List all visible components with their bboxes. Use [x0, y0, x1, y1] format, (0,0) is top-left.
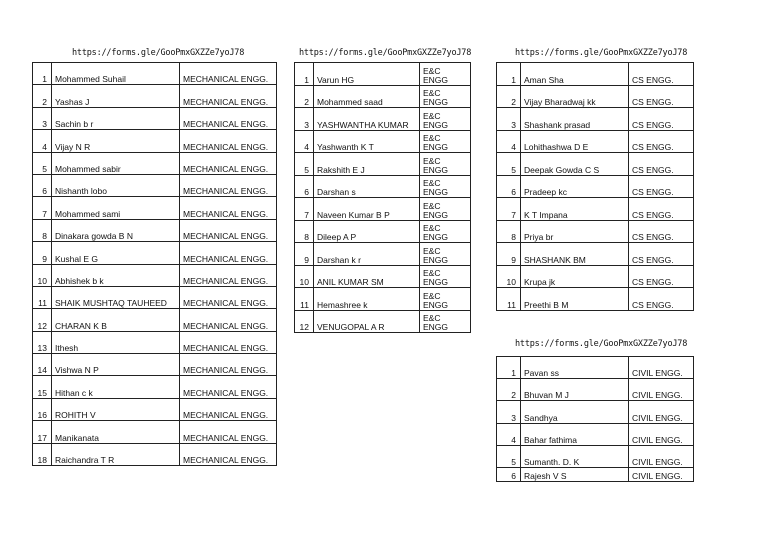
student-name: Raichandra T R	[52, 443, 180, 465]
student-name: SHAIK MUSHTAQ TAUHEED	[52, 286, 180, 308]
department: CIVIL ENGG.	[629, 357, 694, 379]
table-row	[33, 376, 277, 398]
department: MECHANICAL ENGG.	[180, 242, 277, 264]
student-name: Pavan ss	[521, 357, 629, 379]
student-name: Mohammed sami	[52, 197, 180, 219]
student-name: YASHWANTHA KUMAR	[314, 108, 420, 131]
student-name: Yashwanth K T	[314, 130, 420, 153]
row-number: 1	[295, 63, 314, 86]
row-number: 2	[497, 379, 521, 401]
row-number: 7	[33, 197, 52, 219]
student-name: ANIL KUMAR SM	[314, 265, 420, 288]
row-number: 8	[295, 220, 314, 243]
table-row	[295, 198, 471, 221]
table-row	[295, 130, 471, 153]
row-number: 10	[295, 265, 314, 288]
table-row	[295, 85, 471, 108]
cs-students-table	[496, 62, 694, 311]
department: CS ENGG.	[629, 220, 694, 243]
row-number: 8	[33, 219, 52, 241]
department: MECHANICAL ENGG.	[180, 443, 277, 465]
row-number: 4	[497, 423, 521, 445]
table-row	[33, 354, 277, 376]
student-name: Yashas J	[52, 85, 180, 107]
table-row	[295, 310, 471, 333]
department: CS ENGG.	[629, 175, 694, 198]
department: MECHANICAL ENGG.	[180, 286, 277, 308]
department: MECHANICAL ENGG.	[180, 130, 277, 152]
table-row	[295, 265, 471, 288]
department: MECHANICAL ENGG.	[180, 264, 277, 286]
department: CIVIL ENGG.	[629, 445, 694, 467]
department: CS ENGG.	[629, 265, 694, 288]
row-number: 5	[295, 153, 314, 176]
student-name: Krupa jk	[521, 265, 629, 288]
student-name: Nishanth lobo	[52, 174, 180, 196]
student-name: Kushal E G	[52, 242, 180, 264]
student-name: Aman Sha	[521, 63, 629, 86]
student-name: Mohammed Suhail	[52, 63, 180, 85]
department: MECHANICAL ENGG.	[180, 152, 277, 174]
row-number: 2	[33, 85, 52, 107]
department: E&C ENGG	[420, 85, 471, 108]
row-number: 6	[295, 175, 314, 198]
row-number: 2	[295, 85, 314, 108]
row-number: 11	[497, 288, 521, 311]
table-row	[33, 443, 277, 465]
department: CIVIL ENGG.	[629, 467, 694, 481]
table-row	[497, 401, 694, 423]
department: E&C ENGG	[420, 310, 471, 333]
department: CS ENGG.	[629, 153, 694, 176]
student-name: Rajesh V S	[521, 467, 629, 481]
table-row	[497, 265, 694, 288]
department: CS ENGG.	[629, 85, 694, 108]
student-name: Manikanata	[52, 421, 180, 443]
table-row	[33, 264, 277, 286]
student-name: Vishwa N P	[52, 354, 180, 376]
table-row	[33, 309, 277, 331]
student-name: Abhishek b k	[52, 264, 180, 286]
department: E&C ENGG	[420, 220, 471, 243]
row-number: 12	[33, 309, 52, 331]
department: CS ENGG.	[629, 288, 694, 311]
department: E&C ENGG	[420, 108, 471, 131]
table-row	[33, 107, 277, 129]
form-url-label-civil: https://forms.gle/GooPmxGXZZe7yoJ78	[515, 339, 688, 349]
student-name: CHARAN K B	[52, 309, 180, 331]
row-number: 18	[33, 443, 52, 465]
department: CIVIL ENGG.	[629, 401, 694, 423]
table-row	[295, 220, 471, 243]
student-name: ROHITH V	[52, 398, 180, 420]
row-number: 2	[497, 85, 521, 108]
table-row	[295, 175, 471, 198]
department: MECHANICAL ENGG.	[180, 398, 277, 420]
row-number: 9	[295, 243, 314, 266]
table-row	[33, 242, 277, 264]
student-name: Naveen Kumar B P	[314, 198, 420, 221]
student-name: Lohithashwa D E	[521, 130, 629, 153]
table-row	[497, 85, 694, 108]
ec-students-table	[294, 62, 471, 333]
department: MECHANICAL ENGG.	[180, 219, 277, 241]
row-number: 1	[497, 63, 521, 86]
row-number: 10	[497, 265, 521, 288]
table-row	[497, 175, 694, 198]
department: E&C ENGG	[420, 153, 471, 176]
row-number: 5	[497, 153, 521, 176]
table-row	[497, 467, 694, 481]
department: MECHANICAL ENGG.	[180, 331, 277, 353]
row-number: 1	[497, 357, 521, 379]
row-number: 3	[33, 107, 52, 129]
table-row	[497, 379, 694, 401]
student-name: Vijay Bharadwaj kk	[521, 85, 629, 108]
student-name: Deepak Gowda C S	[521, 153, 629, 176]
row-number: 6	[497, 467, 521, 481]
student-name: Preethi B M	[521, 288, 629, 311]
row-number: 9	[497, 243, 521, 266]
civil-students-table	[496, 356, 694, 482]
table-row	[497, 357, 694, 379]
table-row	[497, 220, 694, 243]
form-url-label-cs: https://forms.gle/GooPmxGXZZe7yoJ78	[515, 48, 688, 58]
table-row	[497, 288, 694, 311]
table-row	[33, 85, 277, 107]
student-name: Rakshith E J	[314, 153, 420, 176]
student-name: Bahar fathima	[521, 423, 629, 445]
department: MECHANICAL ENGG.	[180, 174, 277, 196]
table-row	[33, 174, 277, 196]
department: E&C ENGG	[420, 63, 471, 86]
student-name: SHASHANK BM	[521, 243, 629, 266]
table-row	[295, 288, 471, 311]
table-row	[33, 331, 277, 353]
row-number: 8	[497, 220, 521, 243]
department: E&C ENGG	[420, 198, 471, 221]
department: MECHANICAL ENGG.	[180, 107, 277, 129]
row-number: 16	[33, 398, 52, 420]
row-number: 3	[295, 108, 314, 131]
department: MECHANICAL ENGG.	[180, 63, 277, 85]
student-name: Hithan c k	[52, 376, 180, 398]
form-url-label-ec: https://forms.gle/GooPmxGXZZe7yoJ78	[299, 48, 472, 58]
row-number: 15	[33, 376, 52, 398]
student-name: Darshan s	[314, 175, 420, 198]
department: E&C ENGG	[420, 175, 471, 198]
row-number: 7	[295, 198, 314, 221]
student-name: Priya br	[521, 220, 629, 243]
row-number: 3	[497, 401, 521, 423]
row-number: 5	[497, 445, 521, 467]
student-name: Bhuvan M J	[521, 379, 629, 401]
table-row	[33, 152, 277, 174]
row-number: 11	[33, 286, 52, 308]
table-row	[497, 445, 694, 467]
department: E&C ENGG	[420, 243, 471, 266]
row-number: 3	[497, 108, 521, 131]
row-number: 9	[33, 242, 52, 264]
table-row	[295, 243, 471, 266]
table-row	[33, 219, 277, 241]
student-name: Vijay N R	[52, 130, 180, 152]
row-number: 5	[33, 152, 52, 174]
row-number: 1	[33, 63, 52, 85]
table-row	[33, 197, 277, 219]
department: CS ENGG.	[629, 108, 694, 131]
table-row	[497, 130, 694, 153]
table-row	[295, 153, 471, 176]
table-row	[497, 153, 694, 176]
student-name: Dinakara gowda B N	[52, 219, 180, 241]
row-number: 4	[33, 130, 52, 152]
department: MECHANICAL ENGG.	[180, 309, 277, 331]
department: MECHANICAL ENGG.	[180, 421, 277, 443]
student-name: VENUGOPAL A R	[314, 310, 420, 333]
department: MECHANICAL ENGG.	[180, 376, 277, 398]
student-name: Darshan k r	[314, 243, 420, 266]
row-number: 12	[295, 310, 314, 333]
department: CS ENGG.	[629, 63, 694, 86]
table-row	[33, 421, 277, 443]
table-row	[33, 286, 277, 308]
student-name: Hemashree k	[314, 288, 420, 311]
table-row	[497, 423, 694, 445]
department: CS ENGG.	[629, 130, 694, 153]
row-number: 13	[33, 331, 52, 353]
form-url-label-mech: https://forms.gle/GooPmxGXZZe7yoJ78	[72, 48, 245, 58]
department: MECHANICAL ENGG.	[180, 85, 277, 107]
student-name: Sachin b r	[52, 107, 180, 129]
table-row	[33, 63, 277, 85]
department: E&C ENGG	[420, 130, 471, 153]
student-name: Shashank prasad	[521, 108, 629, 131]
table-row	[295, 108, 471, 131]
table-row	[497, 198, 694, 221]
row-number: 6	[497, 175, 521, 198]
row-number: 4	[295, 130, 314, 153]
row-number: 7	[497, 198, 521, 221]
student-name: Mohammed sabir	[52, 152, 180, 174]
student-name: Ithesh	[52, 331, 180, 353]
department: CIVIL ENGG.	[629, 379, 694, 401]
department: E&C ENGG	[420, 288, 471, 311]
row-number: 17	[33, 421, 52, 443]
department: CIVIL ENGG.	[629, 423, 694, 445]
row-number: 6	[33, 174, 52, 196]
student-name: Sandhya	[521, 401, 629, 423]
student-name: K T Impana	[521, 198, 629, 221]
table-row	[497, 63, 694, 86]
table-row	[33, 398, 277, 420]
department: MECHANICAL ENGG.	[180, 197, 277, 219]
department: MECHANICAL ENGG.	[180, 354, 277, 376]
row-number: 11	[295, 288, 314, 311]
row-number: 4	[497, 130, 521, 153]
student-name: Mohammed saad	[314, 85, 420, 108]
department: CS ENGG.	[629, 198, 694, 221]
student-name: Dileep A P	[314, 220, 420, 243]
table-row	[497, 243, 694, 266]
student-name: Varun HG	[314, 63, 420, 86]
mechanical-students-table	[32, 62, 277, 466]
table-row	[497, 108, 694, 131]
table-row	[33, 130, 277, 152]
department: E&C ENGG	[420, 265, 471, 288]
row-number: 14	[33, 354, 52, 376]
student-name: Pradeep kc	[521, 175, 629, 198]
table-row	[295, 63, 471, 86]
row-number: 10	[33, 264, 52, 286]
department: CS ENGG.	[629, 243, 694, 266]
student-name: Sumanth. D. K	[521, 445, 629, 467]
